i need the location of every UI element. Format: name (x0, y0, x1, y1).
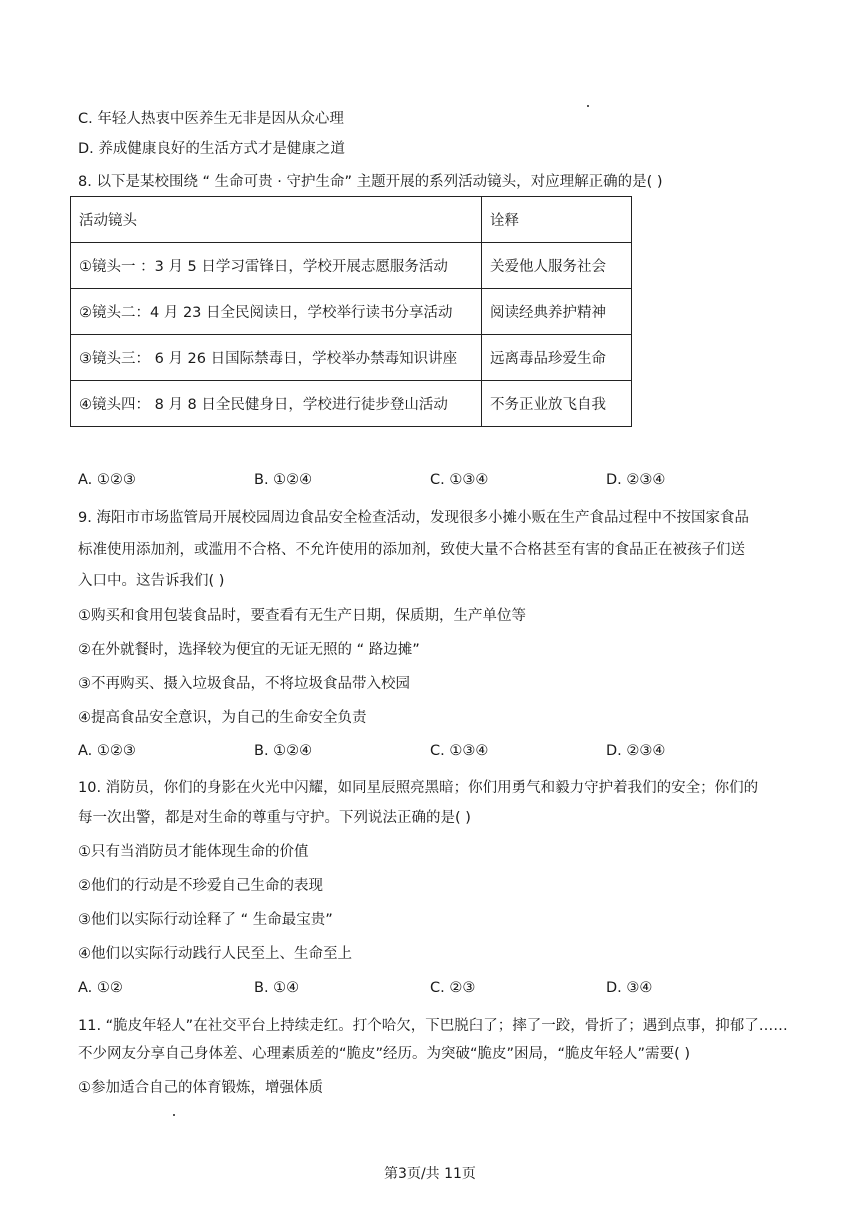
table-header-cell: 诠释 (482, 197, 632, 243)
table-cell: ②镜头二：4 月 23 日全民阅读日，学校举行读书分享活动 (71, 289, 482, 335)
q8-stem: 8. 以下是某校围绕 “ 生命可贵 · 守护生命” 主题开展的系列活动镜头，对应理解正确的是( ) (78, 174, 663, 190)
q9-option-b: B. ①②④ (254, 743, 313, 759)
table-row (71, 289, 632, 335)
q10-option-b: B. ①④ (254, 980, 300, 996)
q7-option-d: D. 养成健康良好的生活方式才是健康之道 (78, 141, 345, 157)
q10-options (78, 978, 778, 998)
q9-option-d: D. ②③④ (606, 743, 666, 759)
q11-stem-line: 11. “脆皮年轻人”在社交平台上持续走红。打个哈欠，下巴脱臼了；摔了一跤，骨折了；遇到点事，抑郁了…… (78, 1018, 788, 1034)
q9-item: ②在外就餐时，选择较为便宜的无证无照的 “ 路边摊” (78, 642, 420, 658)
q8-option-d: D. ②③④ (606, 472, 666, 488)
table-row (71, 243, 632, 289)
q10-stem-line: 每一次出警，都是对生命的尊重与守护。下列说法正确的是( ) (78, 810, 471, 826)
q9-item: ④提高食品安全意识，为自己的生命安全负责 (78, 710, 367, 726)
table-row (71, 381, 632, 427)
table-header-row (71, 197, 632, 243)
q7-option-c: C. 年轻人热衷中医养生无非是因从众心理 (78, 111, 344, 127)
q8-activity-table (70, 196, 632, 427)
table-row (71, 335, 632, 381)
q9-option-c: C. ①③④ (430, 743, 489, 759)
q10-item: ②他们的行动是不珍爱自己生命的表现 (78, 878, 323, 894)
table-cell: ④镜头四： 8 月 8 日全民健身日，学校进行徒步登山活动 (71, 381, 482, 427)
page-number: 第3页/共 11页 (384, 1166, 476, 1182)
table-cell: 不务正业放飞自我 (482, 381, 632, 427)
q10-option-d: D. ③④ (606, 980, 653, 996)
q8-options (78, 470, 778, 490)
q11-stem-line: 不少网友分享自己身体差、心理素质差的“脆皮”经历。为突破“脆皮”困局，“脆皮年轻人”需要( ) (78, 1046, 690, 1062)
q9-option-a: A. ①②③ (78, 743, 136, 759)
speck-dot (173, 1114, 175, 1116)
q9-stem-line: 标准使用添加剂，或滥用不合格、不允许使用的添加剂，致使大量不合格甚至有害的食品正在被孩子们送 (78, 542, 745, 558)
q9-item: ①购买和食用包装食品时，要查看有无生产日期，保质期，生产单位等 (78, 608, 526, 624)
q10-option-c: C. ②③ (430, 980, 476, 996)
q11-item: ①参加适合自己的体育锻炼，增强体质 (78, 1080, 323, 1096)
table-cell: ③镜头三： 6 月 26 日国际禁毒日，学校举办禁毒知识讲座 (71, 335, 482, 381)
q9-item: ③不再购买、摄入垃圾食品，不将垃圾食品带入校园 (78, 676, 410, 692)
table-cell: 关爱他人服务社会 (482, 243, 632, 289)
table-cell: 远离毒品珍爱生命 (482, 335, 632, 381)
q10-item: ①只有当消防员才能体现生命的价值 (78, 844, 309, 860)
table-cell: 阅读经典养护精神 (482, 289, 632, 335)
speck-dot (587, 105, 589, 107)
q9-options (78, 741, 778, 761)
q10-item: ④他们以实际行动践行人民至上、生命至上 (78, 946, 352, 962)
table-cell: ①镜头一 ：3 月 5 日学习雷锋日，学校开展志愿服务活动 (71, 243, 482, 289)
q8-option-a: A. ①②③ (78, 472, 136, 488)
q10-stem-line: 10. 消防员，你们的身影在火光中闪耀，如同星辰照亮黑暗；你们用勇气和毅力守护着我们的安全；你们的 (78, 780, 759, 796)
q8-option-c: C. ①③④ (430, 472, 489, 488)
q8-option-b: B. ①②④ (254, 472, 313, 488)
q10-option-a: A. ①② (78, 980, 123, 996)
q9-stem-line: 9. 海阳市市场监管局开展校园周边食品安全检查活动，发现很多小摊小贩在生产食品过程中不按国家食品 (78, 510, 749, 526)
q10-item: ③他们以实际行动诠释了 “ 生命最宝贵” (78, 912, 333, 928)
table-header-cell: 活动镜头 (71, 197, 482, 243)
q9-stem-line: 入口中。这告诉我们( ) (78, 573, 225, 589)
